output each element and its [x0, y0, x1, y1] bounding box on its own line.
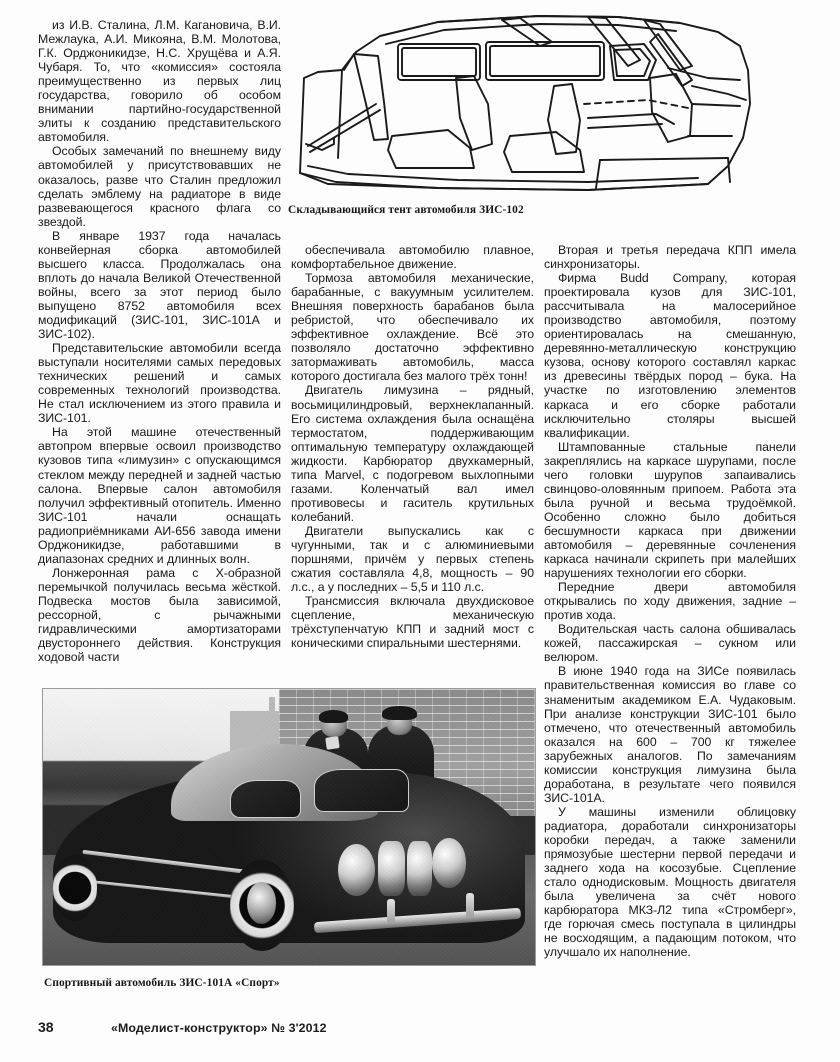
- text-column-2: [291, 243, 534, 650]
- photo-caption: Спортивный автомобиль ЗИС-101А «Спорт»: [44, 977, 280, 989]
- paragraph: Водительская часть салона обшивалась кожей, пассажирская – сукном или велюром.: [544, 622, 796, 665]
- paragraph: У машины изменили облицовку радиатора, доработали синхронизаторы коробки передач, а также заменили прямозубые шестерни первой передачи и заднего хода на косозубые. Сцепление стало однодисковым. Мощность двигателя была увеличена за счёт нового карбюратора МКЗ-Л2 типа «Стромберг», где горючая смесь поступала в цилиндры не восходящим, а падающим потоком, что улучшало их наполнение.: [544, 804, 796, 960]
- photo-car-side-window: [230, 780, 301, 818]
- photo-grille-right: [407, 841, 432, 896]
- paragraph: Двигатель лимузина – рядный, восьмицилиндровый, верхнеклапанный. Его система охлаждения была оснащёна термостатом, поддерживающим оптимальную температуру охлаждающей жидкости. Карбюратор двухкамерный, типа Marvel, с подогревом выхлопными газами. Коленчатый вал имел противовесы и гаситель крутильных колебаний.: [291, 383, 534, 524]
- drawing-caption: Складывающийся тент автомобиля ЗИС-102: [288, 204, 524, 216]
- paragraph: Штампованные стальные панели закреплялись на каркасе шурупами, после чего головки шурупов запаивались свинцово-оловянным припоем. Работа эта была ручной и весьма трудоёмкой. Особенно сложно было добиться бесшумности каркаса при движении автомобиля – деревянные сочленения каркаса начинали скрипеть при малейших нарушениях технологии его сборки.: [544, 439, 796, 581]
- photo-headlight-right: [432, 838, 466, 888]
- text-column-1: [38, 18, 281, 664]
- paragraph: Фирма Budd Company, которая проектировала кузов для ЗИС-101, рассчитывала на малосерийное производство автомобиля, поэтому ориентировалась на смешанную, деревянно-металлическую конструкцию кузова, основу которого составлял каркас из древесины твёрдых пород – бука. На участке по изготовлению элементов каркаса и его сборке работали исключительно столяры высшей квалификации.: [544, 271, 796, 440]
- paragraph: Тормоза автомобиля механические, барабанные, с вакуумным усилителем. Внешняя поверхность барабанов была ребристой, что обеспечивало их эффективное охлаждение. Всё это позволяло достаточно эффективно затормаживать автомобиль, масса которого достигала без малого трёх тонн!: [291, 271, 534, 384]
- photo-chimney-1: [269, 697, 275, 730]
- paragraph: Вторая и третья передача КПП имела синхронизаторы.: [544, 243, 796, 272]
- paragraph: Лонжеронная рама с Х-образной перемычкой получилась весьма жёсткой. Подвеска мостов была зависимой, рессорной, с рычажными гидравлическими амортизаторами двустороннего действия. Конструкция ходовой части: [38, 565, 281, 665]
- paragraph: из И.В. Сталина, Л.М. Кагановича, В.И. Межлаука, А.И. Микояна, В.М. Молотова, Г.К. Орджоникидзе, Н.С. Хрущёва и А.Я. Чубаря. То, что «комиссия» состояла преимущественно из первых лиц государства, говорило об особом внимании партийно-государственной элиты к созданию представительского автомобиля.: [38, 18, 281, 145]
- photo-bumper-guard-left: [387, 899, 395, 924]
- paragraph: На этой машине отечественный автопром впервые освоил производство кузовов типа «лимузин» с опускающимся стеклом между передней и задней частью салона. Впервые салон автомобиля получил эффективный отопитель. Именно ЗИС-101 начали оснащать радиоприёмниками АИ-656 завода имени Орджоникидзе, работавшими в диапазонах средних и длинных волн.: [38, 425, 281, 566]
- paragraph: Двигатели выпускались как с чугунными, так и с алюминиевыми поршнями, причём у первых степень сжатия составляла 4,8, мощность – 90 л.с., а у последних – 5,5 и 110 л.с.: [291, 523, 534, 595]
- drawing-steering-and-details: [306, 54, 740, 188]
- paragraph: В июне 1940 года на ЗИСе появилась правительственная комиссия во главе со знаменитым академиком Е.А. Чудаковым. При анализе конструкции ЗИС-101 было отмечено, что отечественный автомобиль оказался на 600 – 700 кг тяжелее зарубежных аналогов. По замечаниям комиссии конструкция лимузина была доработана, в результате чего появился ЗИС-101А.: [544, 664, 796, 805]
- page-number: 38: [38, 1019, 54, 1035]
- text-column-3: [544, 243, 796, 959]
- sport-car-photo: [42, 688, 536, 966]
- photo-headlight-left: [338, 844, 375, 896]
- photo-grille-left: [378, 841, 405, 896]
- folding-top-drawing: [288, 8, 828, 200]
- photo-bumper-guard-right: [466, 893, 474, 918]
- photo-person-left-hair: [319, 710, 349, 723]
- photo-car-windshield: [314, 769, 409, 812]
- drawing-windshield-and-side-windows: [354, 42, 656, 140]
- paragraph: Трансмиссия включала двухдисковое сцепление, механическую трёхступенчатую КПП и задний мост с коническими спиральными шестернями.: [291, 594, 534, 651]
- paragraph: Представительские автомобили всегда выступали носителями самых передовых технических решений и самых современных технологий производства. Не стал исключением из этого правила и ЗИС-101.: [38, 341, 281, 426]
- paragraph: Передние двери автомобиля открывались по ходу движения, задние – против хода.: [544, 580, 796, 623]
- paragraph: Особых замечаний по внешнему виду автомобилей у присутствовавших не оказалось, разве что Сталин предложил сделать эмблему на радиаторе в виде развевающегося красного флага со звездой.: [38, 144, 281, 229]
- drawing-interior-seats: [388, 76, 584, 172]
- photo-rear-wheel: [53, 855, 97, 921]
- footer-publication-title: «Моделист-конструктор» № 3'2012: [111, 1021, 327, 1035]
- photo-front-hubcap: [247, 882, 277, 923]
- paragraph: обеспечивала автомобилю плавное, комфортабельное движение.: [291, 243, 534, 272]
- photo-person-right-hat: [382, 706, 416, 720]
- paragraph: В январе 1937 года началась конвейерная сборка автомобилей высшего класса. Продолжалась она вплоть до начала Великой Отечественной войны, всего за этот период было выпущено 8752 автомобиля всех модификаций (ЗИС-101, ЗИС-101А и ЗИС-102).: [38, 228, 281, 342]
- drawing-top-frame-bows: [380, 16, 746, 100]
